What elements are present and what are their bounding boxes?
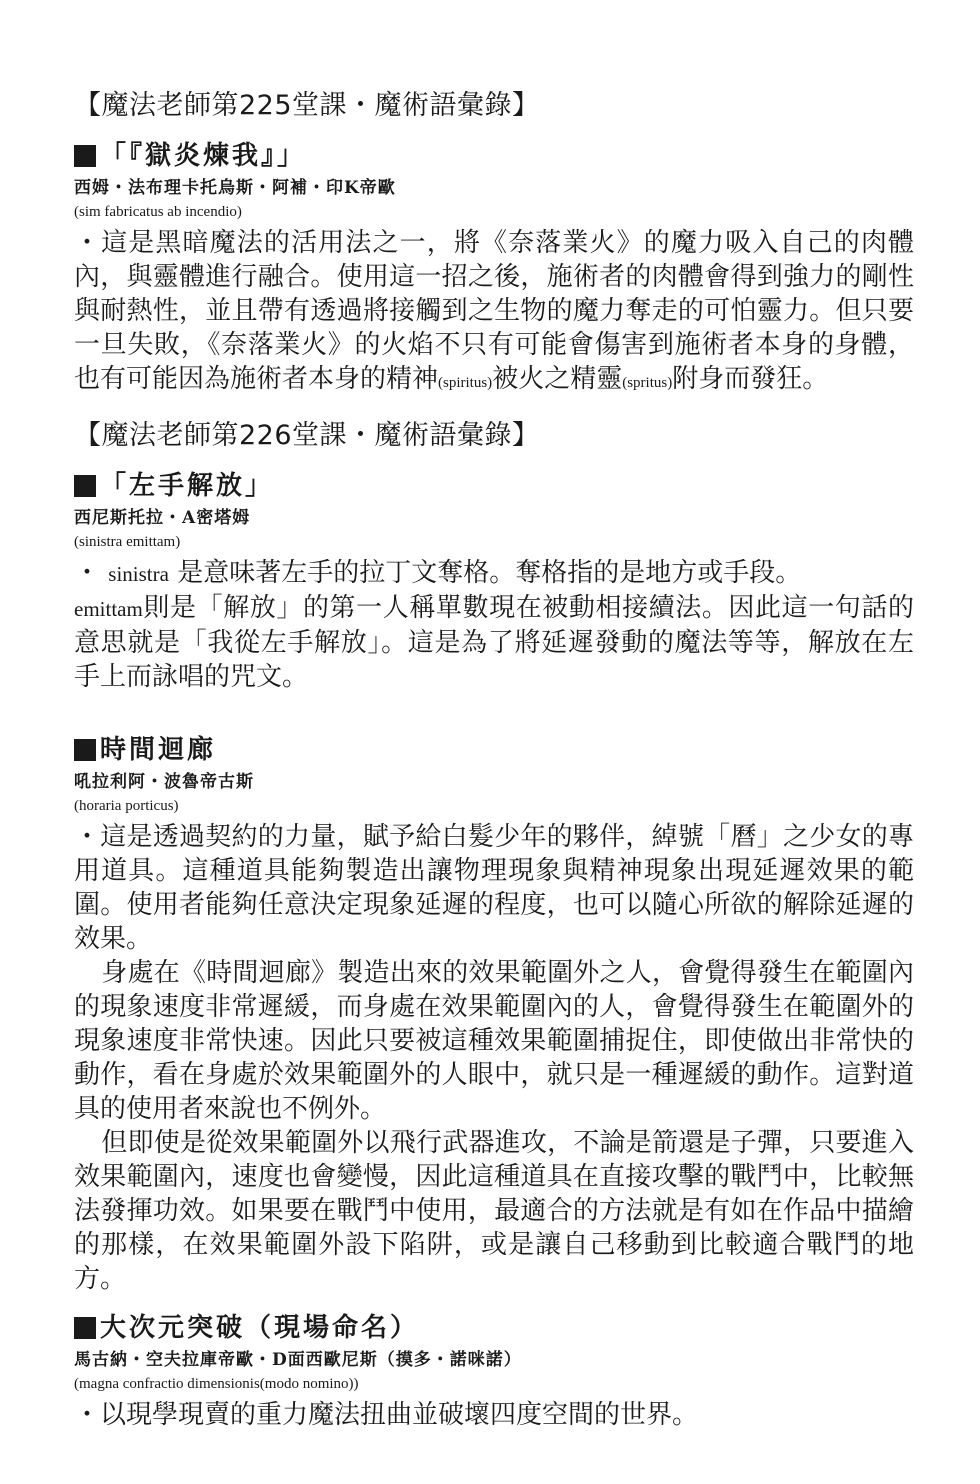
term-paragraph-1: ・這是透過契約的力量，賦予給白髮少年的夥伴，綽號「曆」之少女的專用道具。這種道具能夠製造出讓物理現象與精神現象出現延遲效果的範圍。使用者能夠任意決定現象延遲的程度，也可以隨心所欲的解除延遲的效果。 xyxy=(74,822,914,954)
glossary-page xyxy=(74,86,914,1432)
description-part-a: ・這是黑暗魔法的活用法之一，將《奈落業火》的魔力吸入自己的肉體內，與靈體進行融合。使用這一招之後，施術者的肉體會得到強力的剛性與耐熱性，並且帶有透過將接觸到之生物的魔力奪走的可怕靈力。但只要一旦失敗，《奈落業火》的火焰不只有可能會傷害到施術者本身的身體，也有可能因為施術者本身的精神 xyxy=(74,228,914,394)
term-title-text: 「『獄炎煉我』」 xyxy=(100,141,307,171)
description-part-a: 是意味著左手的拉丁文奪格。奪格指的是地方或手段。 xyxy=(177,558,802,588)
term-paragraph-1: ・以現學現賣的重力魔法扭曲並破壞四度空間的世界。 xyxy=(74,1400,699,1430)
term-reading: 馬古納・空夫拉庫帝歐・D面西歐尼斯（摸多・諾咪諾） xyxy=(74,1350,522,1370)
term-reading: 西尼斯托拉・A密塔姆 xyxy=(74,508,251,528)
term-latin: (horaria porticus) xyxy=(74,798,179,814)
term-great-dimension-break xyxy=(74,1310,914,1432)
latin-word-sinistra: sinistra xyxy=(108,562,169,586)
black-square-icon xyxy=(74,475,96,497)
term-paragraph-3: 但即使是從效果範圍外以飛行武器進攻，不論是箭還是子彈，只要進入效果範圍內，速度也會變慢，因此這種道具在直接攻擊的戰鬥中，比較無法發揮功效。如果要在戰鬥中使用，最適合的方法就是有如在作品中描繪的那樣，在效果範圍外設下陷阱，或是讓自己移動到比較適合戰鬥的地方。 xyxy=(74,1128,914,1294)
term-hell-fire-forge xyxy=(74,138,914,400)
term-title xyxy=(74,468,914,504)
term-latin: (magna confractio dimensionis(modo nomino)) xyxy=(74,1376,359,1392)
term-reading: 西姆・法布理卡托烏斯・阿補・印K帝歐 xyxy=(74,178,396,198)
term-title-text: 大次元突破（現場命名） xyxy=(100,1313,420,1343)
inline-latin-spiritus: (spiritus) xyxy=(438,375,493,391)
latin-word-emittam: emittam xyxy=(74,597,143,621)
lesson-226-heading: 【魔法老師第226堂課・魔術語彙錄】 xyxy=(74,420,540,451)
black-square-icon xyxy=(74,145,96,167)
black-square-icon xyxy=(74,739,96,761)
term-paragraph-2: 身處在《時間迴廊》製造出來的效果範圍外之人，會覺得發生在範圍內的現象速度非常遲緩，而身處在效果範圍內的人，會覺得發生在範圍外的現象速度非常快速。因此只要被這種效果範圍捕捉住，即使做出非常快的動作，看在身處於效果範圍外的人眼中，就只是一種遲緩的動作。這對道具的使用者來說也不例外。 xyxy=(74,958,914,1124)
description-part-b: 被火之精靈 xyxy=(492,364,623,394)
term-description xyxy=(74,226,914,400)
term-title-text: 「左手解放」 xyxy=(100,471,275,501)
term-time-corridor xyxy=(74,732,914,1296)
term-title xyxy=(74,138,914,174)
term-latin: (sim fabricatus ab incendio) xyxy=(74,204,242,220)
black-square-icon xyxy=(74,1317,96,1339)
description-part-c: 附身而發狂。 xyxy=(672,364,829,394)
description-part-b: 則是「解放」的第一人稱單數現在被動相接續法。因此這一句話的意思就是「我從左手解放」。這是為了將延遲發動的魔法等等，解放在左手上而詠唱的咒文。 xyxy=(74,593,914,692)
term-title-text: 時間迴廊 xyxy=(100,735,217,765)
term-title xyxy=(74,1310,914,1346)
term-latin: (sinistra emittam) xyxy=(74,534,181,550)
lesson-225-heading: 【魔法老師第225堂課・魔術語彙錄】 xyxy=(74,90,540,121)
term-left-hand-release xyxy=(74,468,914,694)
term-title xyxy=(74,732,914,768)
term-description: ・ sinistra 是意味著左手的拉丁文奪格。奪格指的是地方或手段。 emittam則是「解放」的第一人稱單數現在被動相接續法。因此這一句話的意思就是「我從左手解放」。這是為了將延遲發動的魔法等等，解放在左手上而詠唱的咒文。 xyxy=(74,558,914,692)
term-reading: 吼拉利阿・波魯帝古斯 xyxy=(74,772,254,792)
inline-latin-spritus: (spritus) xyxy=(622,375,673,391)
